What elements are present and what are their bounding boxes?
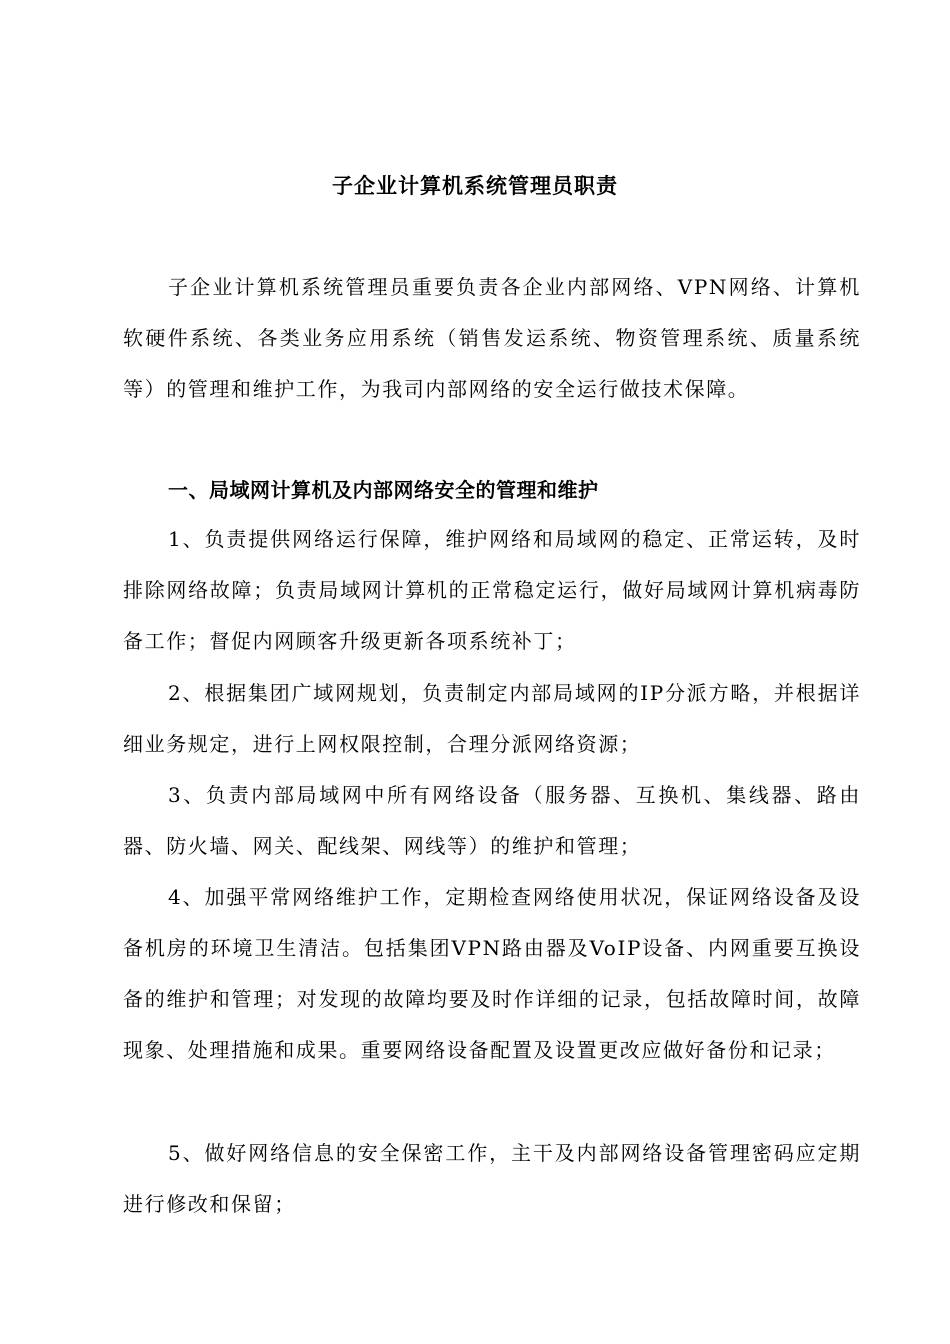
intro-paragraph: 子企业计算机系统管理员重要负责各企业内部网络、VPN网络、计算机软硬件系统、各类业务应用系统（销售发运系统、物资管理系统、质量系统等）的管理和维护工作，为我司内部网络的安全运行做技术保障。 <box>123 275 861 401</box>
section-heading: 一、局域网计算机及内部网络安全的管理和维护 <box>168 478 599 502</box>
list-item: 2、根据集团广域网规划，负责制定内部局域网的IP分派方略，并根据详细业务规定，进行上网权限控制，合理分派网络资源； <box>123 681 861 756</box>
list-item: 1、负责提供网络运行保障，维护网络和局域网的稳定、正常运转，及时排除网络故障；负责局域网计算机的正常稳定运行，做好局域网计算机病毒防备工作；督促内网顾客升级更新各项系统补丁； <box>123 527 861 653</box>
list-item: 3、负责内部局域网中所有网络设备（服务器、互换机、集线器、路由器、防火墙、网关、配线架、网线等）的维护和管理； <box>123 783 861 858</box>
document-title: 子企业计算机系统管理员职责 <box>332 174 618 198</box>
list-item: 5、做好网络信息的安全保密工作，主干及内部网络设备管理密码应定期进行修改和保留； <box>123 1141 861 1216</box>
list-item: 4、加强平常网络维护工作，定期检查网络使用状况，保证网络设备及设备机房的环境卫生清洁。包括集团VPN路由器及VoIP设备、内网重要互换设备的维护和管理；对发现的故障均要及时作详细的记录，包括故障时间，故障现象、处理措施和成果。重要网络设备配置及设置更改应做好备份和记录； <box>123 885 861 1062</box>
